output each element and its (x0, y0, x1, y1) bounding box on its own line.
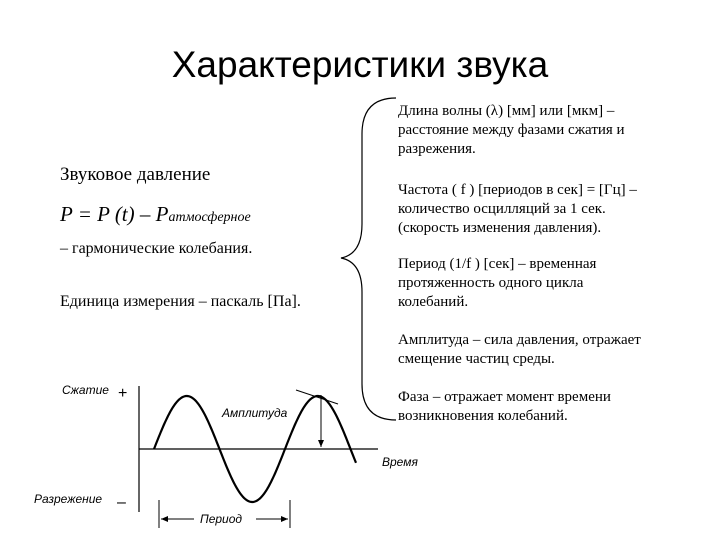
unit-note: Единица измерения – паскаль [Па]. (60, 293, 301, 310)
text-line: Фаза – отражает момент времени (398, 389, 611, 405)
compression-sign: + (118, 385, 128, 402)
text-line: возникновения колебаний. (398, 408, 568, 424)
text-line: Амплитуда – сила давления, отражает (398, 332, 641, 348)
formula-main: P = P (t) – P (60, 202, 169, 226)
text-line: Длина волны (λ) [мм] или [мкм] – (398, 103, 615, 119)
period-label: Период (200, 512, 243, 526)
rarefaction-sign: – (117, 494, 126, 511)
slide-title: Характеристики звука (171, 44, 549, 85)
curly-brace (341, 98, 396, 420)
sound-pressure-heading: Звуковое давление (60, 164, 211, 185)
formula-subscript: атмосферное (168, 210, 251, 225)
time-label: Время (382, 455, 418, 469)
text-line: Период (1/f ) [сек] – временная (398, 256, 597, 272)
rarefaction-label: Разрежение (34, 492, 103, 506)
text-line: разрежения. (398, 141, 476, 157)
amplitude-line (296, 390, 338, 404)
text-line: Частота ( f ) [периодов в сек] = [Гц] – (398, 182, 637, 198)
text-line: колебаний. (398, 294, 469, 310)
text-line: (скорость изменения давления). (398, 220, 602, 236)
text-line: протяженность одного цикла (398, 275, 584, 291)
harmonic-note: – гармонические колебания. (60, 240, 253, 257)
amplitude-label: Амплитуда (222, 406, 288, 420)
text-line: расстояние между фазами сжатия и (398, 122, 625, 138)
text-line: смещение частиц среды. (398, 351, 555, 367)
compression-label: Сжатие (62, 383, 109, 397)
text-line: количество осцилляций за 1 сек. (398, 201, 606, 217)
